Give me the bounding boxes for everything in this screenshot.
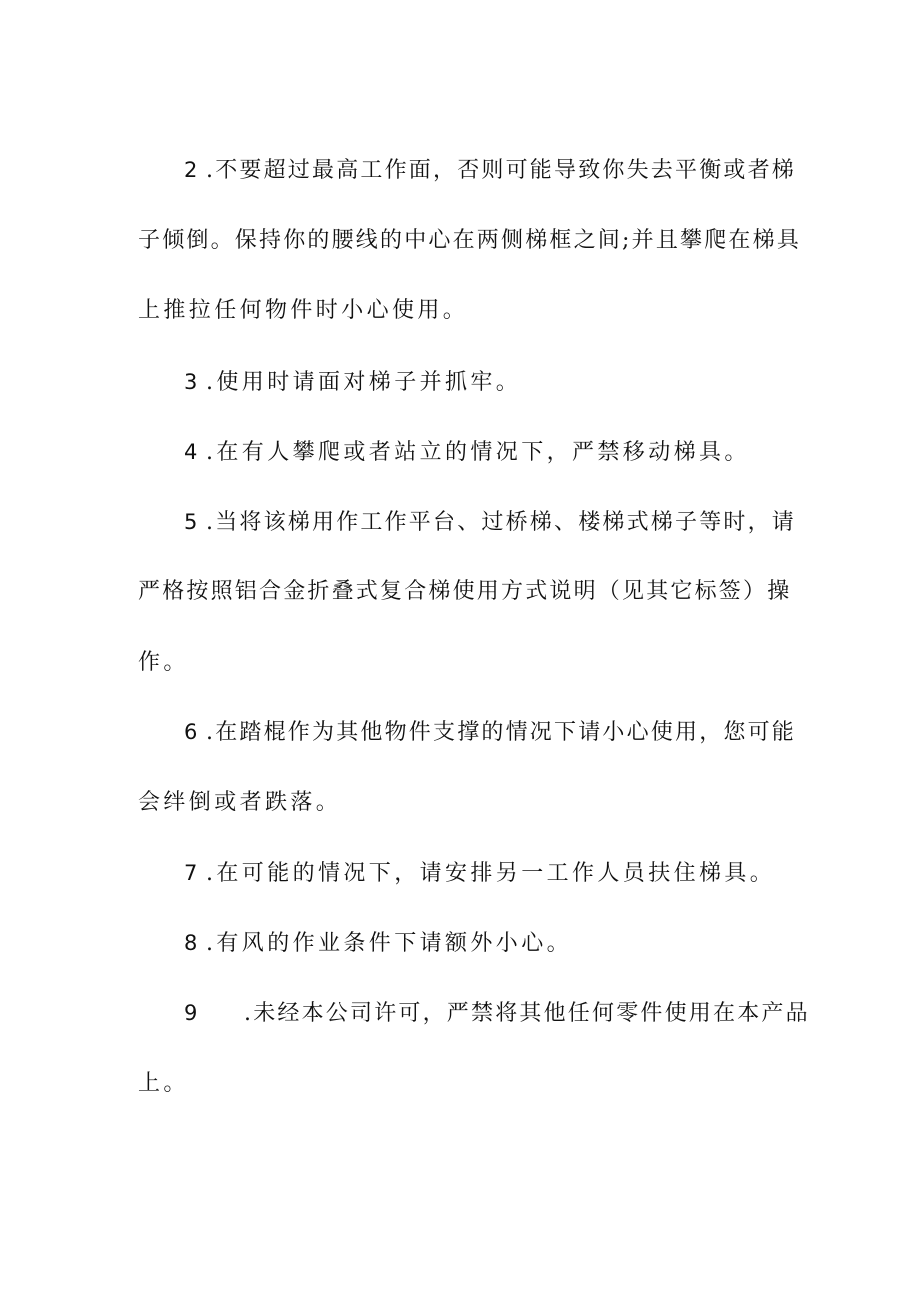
item-6-line-2: 会绊倒或者跌落。	[138, 790, 342, 815]
item-8-line-1	[184, 928, 798, 959]
item-number: 7	[184, 861, 198, 885]
item-4-line-1	[184, 437, 798, 468]
item-number: 6	[184, 720, 198, 744]
item-number: 5	[184, 510, 198, 534]
item-6-line-1	[184, 717, 798, 748]
item-text: .在踏棍作为其他物件支撑的情况下请小心使用，您可能	[206, 720, 796, 745]
item-2-line-2: 子倾倒。保持你的腰线的中心在两侧梯框之间;并且攀爬在梯具	[138, 228, 802, 253]
item-number: 9	[184, 1001, 198, 1025]
item-text: .未经本公司许可，严禁将其他任何零件使用在本产品	[244, 1001, 810, 1026]
item-text: .在有人攀爬或者站立的情况下，严禁移动梯具。	[206, 440, 750, 465]
item-2-line-3: 上推拉任何物件时小心使用。	[138, 298, 469, 323]
item-number: 3	[184, 370, 198, 394]
item-3-line-1	[184, 367, 798, 398]
item-2-line-1	[184, 155, 798, 186]
item-number: 2	[184, 158, 198, 182]
item-text: .有风的作业条件下请额外小心。	[206, 931, 572, 956]
item-9-line-2: 上。	[138, 1071, 189, 1096]
item-number: 4	[184, 440, 198, 464]
item-text: .在可能的情况下，请安排另一工作人员扶住梯具。	[206, 861, 776, 886]
item-5-line-3: 作。	[138, 650, 189, 675]
item-5-line-2: 严格按照铝合金折叠式复合梯使用方式说明（见其它标签）操	[138, 579, 792, 604]
item-5-line-1	[184, 507, 798, 538]
item-text: .不要超过最高工作面，否则可能导致你失去平衡或者梯	[206, 158, 796, 183]
item-number: 8	[184, 931, 198, 955]
item-9-line-1	[184, 998, 810, 1029]
item-7-line-1	[184, 858, 798, 889]
item-text: .使用时请面对梯子并抓牢。	[206, 370, 522, 395]
item-text: .当将该梯用作工作平台、过桥梯、楼梯式梯子等时，请	[206, 510, 796, 535]
